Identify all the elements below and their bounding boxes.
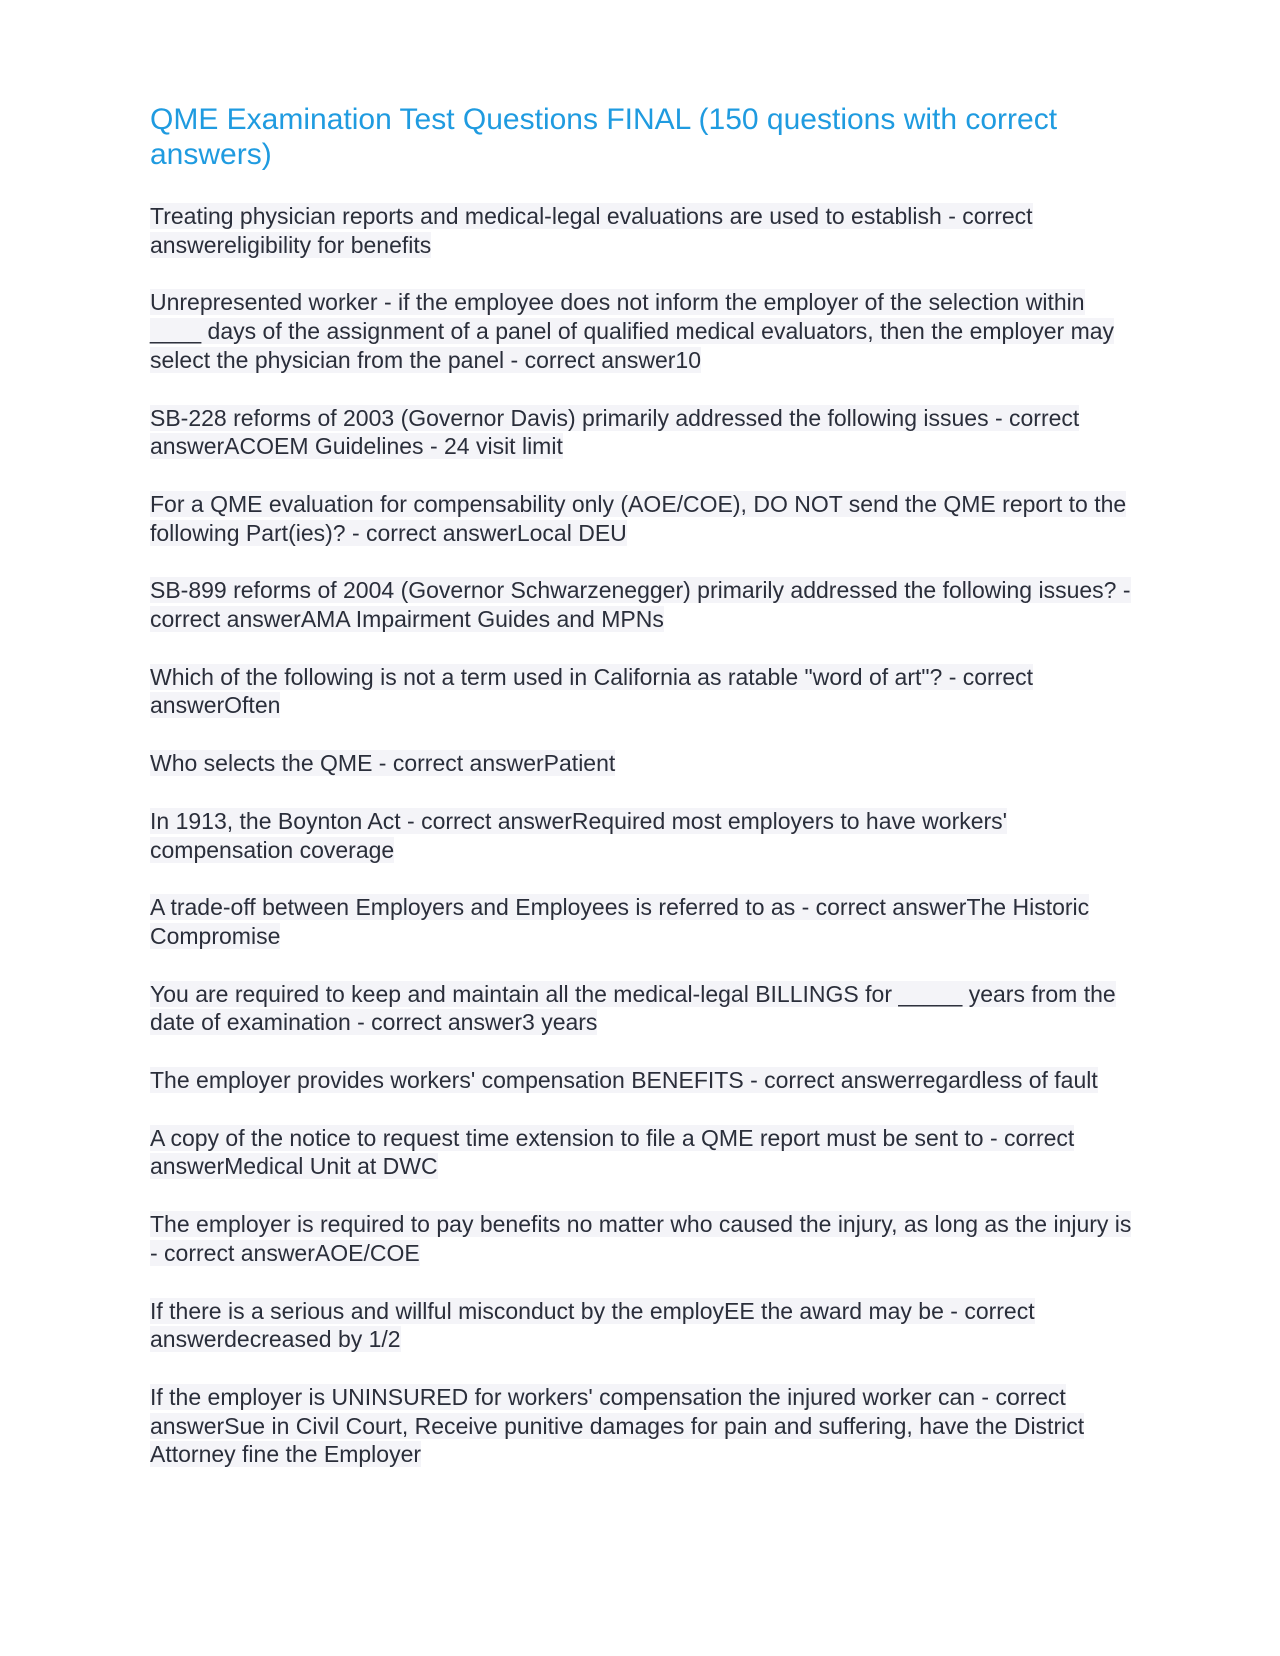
question-answer-item bbox=[150, 1297, 1140, 1354]
question-answer-item bbox=[150, 663, 1140, 720]
question-answer-item bbox=[150, 980, 1140, 1037]
question-answer-text: SB-228 reforms of 2003 (Governor Davis) primarily addressed the following issues - correct answerACOEM Guidelines - 24 visit limit bbox=[150, 404, 1080, 460]
question-answer-list bbox=[150, 202, 1140, 1469]
question-answer-text: The employer provides workers' compensation BENEFITS - correct answerregardless of fault bbox=[150, 1067, 1098, 1094]
question-answer-text: If there is a serious and willful misconduct by the employEE the award may be - correct answerdecreased by 1/2 bbox=[150, 1297, 1035, 1353]
question-answer-text: Treating physician reports and medical-legal evaluations are used to establish - correct answereligibility for benefits bbox=[150, 203, 1033, 258]
question-answer-text: Which of the following is not a term used in California as ratable "word of art"? - correct answerOften bbox=[150, 663, 1034, 719]
question-answer-item bbox=[150, 576, 1140, 633]
question-answer-text: A copy of the notice to request time extension to file a QME report must be sent to - correct answerMedical Unit at DWC bbox=[150, 1124, 1075, 1180]
question-answer-item bbox=[150, 1124, 1140, 1181]
question-answer-item bbox=[150, 490, 1140, 547]
question-answer-text: For a QME evaluation for compensability only (AOE/COE), DO NOT send the QME report to the following Part(ies)? - correct answerLocal DEU bbox=[150, 490, 1127, 546]
question-answer-text: If the employer is UNINSURED for workers' compensation the injured worker can - correct answerSue in Civil Court, Receive punitive damages for pain and suffering, have the District Attorney fine the Employer bbox=[150, 1383, 1085, 1468]
question-answer-text: You are required to keep and maintain all the medical-legal BILLINGS for _____ years from the date of examination - correct answer3 years bbox=[150, 980, 1116, 1036]
question-answer-text: A trade-off between Employers and Employees is referred to as - correct answerThe Historic Compromise bbox=[150, 894, 1090, 949]
question-answer-item bbox=[150, 404, 1140, 461]
question-answer-text: Who selects the QME - correct answerPatient bbox=[150, 750, 616, 777]
question-answer-item bbox=[150, 893, 1140, 950]
question-answer-text: The employer is required to pay benefits no matter who caused the injury, as long as the injury is - correct answerAOE/COE bbox=[150, 1211, 1132, 1266]
question-answer-item bbox=[150, 202, 1140, 259]
question-answer-item bbox=[150, 807, 1140, 864]
question-answer-item bbox=[150, 288, 1140, 374]
document-title: QME Examination Test Questions FINAL (150 questions with correct answers) bbox=[150, 103, 1058, 171]
document-content bbox=[150, 102, 1140, 1498]
question-answer-text: In 1913, the Boynton Act - correct answerRequired most employers to have workers' compensation coverage bbox=[150, 807, 1008, 863]
question-answer-item bbox=[150, 749, 1140, 778]
question-answer-item bbox=[150, 1383, 1140, 1469]
question-answer-item bbox=[150, 1210, 1140, 1267]
question-answer-item bbox=[150, 1066, 1140, 1095]
question-answer-text: SB-899 reforms of 2004 (Governor Schwarzenegger) primarily addressed the following issues? - correct answerAMA Impairment Guides and MPNs bbox=[150, 577, 1131, 633]
question-answer-text: Unrepresented worker - if the employee does not inform the employer of the selection within ____ days of the assignment of a panel of qualified medical evaluators, then the employer may select the physician from the panel - correct answer10 bbox=[150, 289, 1115, 373]
